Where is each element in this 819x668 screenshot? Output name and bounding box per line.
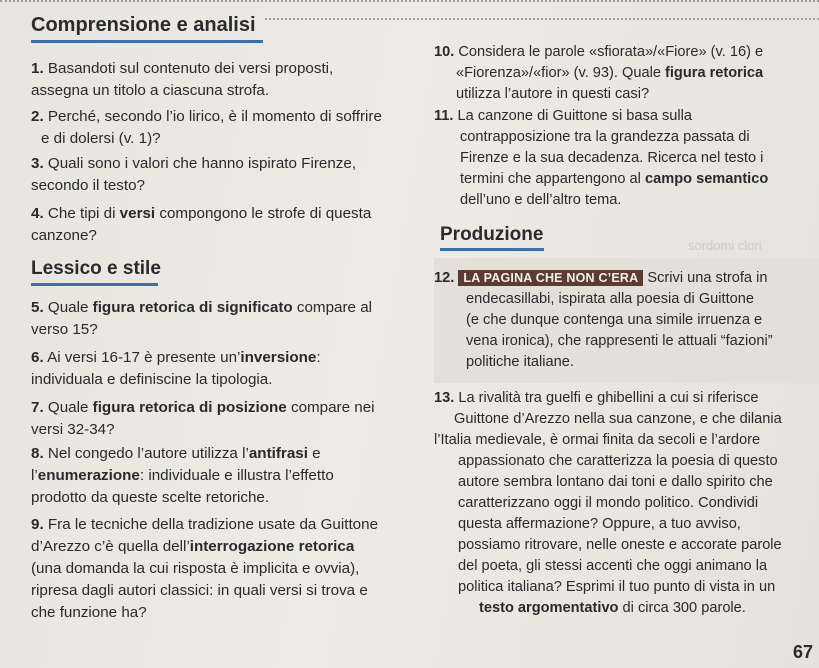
question-9	[31, 514, 378, 624]
question-1	[31, 58, 333, 102]
q8-number: 8.	[31, 445, 44, 462]
q7-text: compare nei	[286, 399, 375, 416]
q6-line: individuala e definiscine la tipologia.	[31, 371, 273, 388]
q8-text: e	[307, 445, 321, 462]
question-4	[31, 203, 371, 247]
question-11	[434, 106, 768, 211]
q6-number: 6.	[31, 349, 44, 366]
header-dotted-rule	[265, 18, 819, 20]
q11-line: Firenze e la sua decadenza. Ricerca nel testo i	[460, 150, 764, 166]
q13-line: politica italiana? Esprimi il tuo punto di vista in un	[458, 579, 776, 595]
q4-keyword: versi	[119, 205, 156, 222]
q2-line: Perché, secondo l’io lirico, è il momento di soffrire	[47, 108, 382, 125]
q12-line: (e che dunque contenga una simile irruenza e	[466, 312, 763, 328]
section-title-lessico: Lessico e stile	[31, 258, 161, 279]
q11-line: contrapposizione tra la grandezza passata di	[460, 129, 750, 145]
q5-text: Quale	[47, 299, 93, 316]
q9-text: d’Arezzo c’è quella dell’	[31, 538, 190, 555]
q12-line: politiche italiane.	[466, 354, 574, 370]
q5-line: verso 15?	[31, 321, 98, 338]
q7-line: versi 32-34?	[31, 421, 115, 438]
q11-number: 11.	[434, 108, 454, 124]
q8-keyword: antifrasi	[248, 445, 308, 462]
q13-line: caratterizzano oggi il mondo politico. Condividi	[458, 495, 759, 511]
q12-line: endecasillabi, ispirata alla poesia di Guittone	[466, 291, 754, 307]
question-3	[31, 153, 356, 197]
q5-text: compare al	[292, 299, 373, 316]
q9-line: ripresa dagli autori classici: in quali versi si trova e	[31, 582, 368, 599]
q12-line: vena ironica), che rappresenti le attuali “fazioni”	[466, 333, 773, 349]
question-13	[434, 388, 782, 619]
q8-text: l’	[31, 467, 38, 484]
q8-text: : individuale e illustra l’effetto	[139, 467, 334, 484]
q13-number: 13.	[434, 390, 455, 406]
q13-line: del poeta, gli stessi accenti che oggi animano la	[458, 558, 768, 574]
q8-text: Nel congedo l’autore utilizza l’	[47, 445, 249, 462]
q10-line: Considera le parole «sfiorata»/«Fiore» (v. 16) e	[458, 44, 764, 60]
question-2	[31, 106, 382, 150]
q10-text: «Fiorenza»/«fior» (v. 93). Quale	[456, 65, 666, 81]
q4-text: Che tipi di	[47, 205, 120, 222]
section-underline	[31, 40, 263, 43]
q3-line: secondo il testo?	[31, 177, 145, 194]
q12-line: Scrivi una strofa in	[647, 270, 768, 286]
q11-text: termini che appartengono al	[460, 171, 645, 187]
q8-keyword: enumerazione	[37, 467, 140, 484]
section-underline	[440, 248, 544, 251]
q5-keyword: figura retorica di significato	[92, 299, 293, 316]
question-5	[31, 297, 372, 341]
question-7	[31, 397, 375, 441]
q10-number: 10.	[434, 44, 455, 60]
q13-line: La rivalità tra guelfi e ghibellini a cui si riferisce	[458, 390, 759, 406]
q5-number: 5.	[31, 299, 44, 316]
q9-line: Fra le tecniche della tradizione usate da Guittone	[47, 516, 379, 533]
q10-keyword: figura retorica	[665, 65, 764, 81]
q4-text: compongono le strofe di questa	[155, 205, 372, 222]
question-8	[31, 443, 334, 509]
q1-number: 1.	[31, 60, 44, 77]
q13-line: appassionato che caratterizza la poesia di questo	[458, 453, 778, 469]
q7-number: 7.	[31, 399, 44, 416]
q6-text: Ai versi 16-17 è presente un’	[47, 349, 241, 366]
q9-number: 9.	[31, 516, 44, 533]
q12-tag: LA PAGINA CHE NON C’ERA	[458, 270, 643, 286]
question-12	[434, 268, 773, 373]
section-underline	[31, 283, 158, 286]
page-number: 67	[793, 642, 814, 662]
q13-text: di circa 300 parole.	[618, 600, 746, 616]
q13-line: questa affermazione? Oppure, a tuo avviso,	[458, 516, 741, 532]
q9-keyword: interrogazione retorica	[189, 538, 355, 555]
q3-line: Quali sono i valori che hanno ispirato Firenze,	[47, 155, 357, 172]
q7-text: Quale	[47, 399, 93, 416]
q4-number: 4.	[31, 205, 44, 222]
q9-line: (una domanda la cui risposta è implicita e ovvia),	[31, 560, 360, 577]
q12-number: 12.	[434, 270, 455, 286]
q13-line: l’Italia medievale, è ormai finita da secoli e l’ardore	[434, 432, 761, 448]
q2-line: e di dolersi (v. 1)?	[41, 130, 161, 147]
q7-keyword: figura retorica di posizione	[92, 399, 287, 416]
section-title-produzione: Produzione	[440, 224, 544, 245]
q11-line: dell’uno e dell’altro tema.	[460, 192, 622, 208]
q8-line: prodotto da queste scelte retoriche.	[31, 489, 270, 506]
q11-line: La canzone di Guittone si basa sulla	[457, 108, 693, 124]
q3-number: 3.	[31, 155, 44, 172]
q4-line: canzone?	[31, 227, 97, 244]
faded-stamp: sordomi clori	[688, 238, 762, 253]
q6-keyword: inversione	[240, 349, 317, 366]
q1-line: assegna un titolo a ciascuna strofa.	[31, 82, 270, 99]
q13-keyword: testo argomentativo	[479, 600, 619, 616]
q13-line: autore sembra lontano dai toni e dallo spirito che	[458, 474, 773, 490]
q10-line: utilizza l’autore in questi casi?	[456, 86, 650, 102]
q6-text: :	[316, 349, 321, 366]
question-10	[434, 42, 763, 105]
q13-line: possiamo ritrovare, nelle oneste e accorate parole	[458, 537, 782, 553]
q1-line: Basandoti sul contenuto dei versi proposti,	[47, 60, 334, 77]
question-6	[31, 347, 321, 391]
q2-number: 2.	[31, 108, 44, 125]
q11-keyword: campo semantico	[644, 171, 769, 187]
section-title-comprensione: Comprensione e analisi	[31, 14, 256, 36]
q9-line: che funzione ha?	[31, 604, 147, 621]
q13-line: Guittone d’Arezzo nella sua canzone, e che dilania	[454, 411, 782, 427]
